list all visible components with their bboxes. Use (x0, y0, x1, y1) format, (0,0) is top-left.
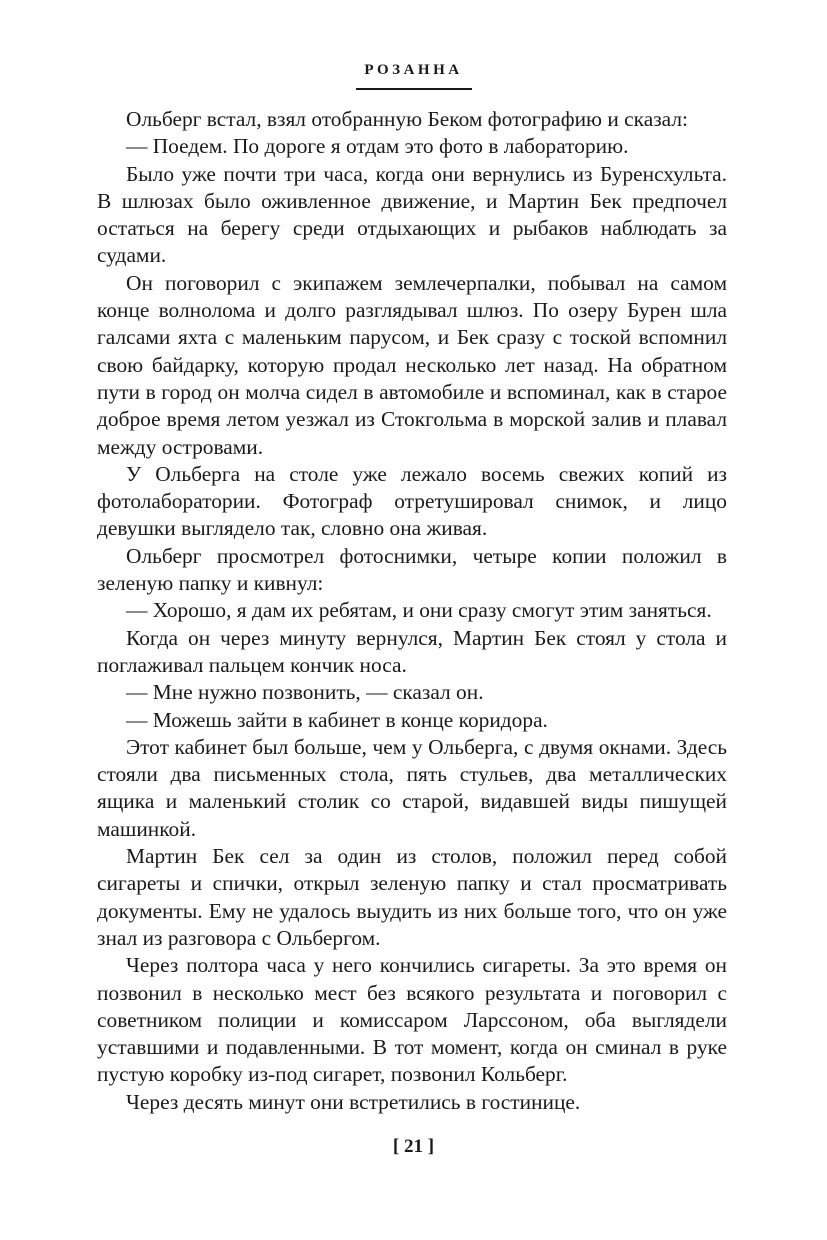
paragraph: Когда он через минуту вернулся, Мартин Бек стоял у стола и поглаживал пальцем кончик носа. (97, 625, 727, 677)
body-text (97, 106, 727, 1116)
paragraph: — Можешь зайти в кабинет в конце коридора. (126, 707, 548, 732)
paragraph: Мартин Бек сел за один из столов, положил перед собой сигареты и спички, открыл зеленую папку и стал просматривать документы. Ему не удалось выудить из них больше того, что он уже знал из разговора с Ольбергом. (97, 844, 727, 950)
paragraph: — Поедем. По дороге я отдам это фото в лабораторию. (126, 134, 629, 159)
page-number: [ 21 ] (392, 1136, 435, 1157)
paragraph: Было уже почти три часа, когда они вернулись из Буренсхульта. В шлюзах было оживленное движение, и Мартин Бек предпочел остаться на берегу среди отдыхающих и рыбаков наблюдать за судами. (97, 161, 727, 268)
paragraph: — Хорошо, я дам их ребятам, и они сразу смогут этим заняться. (126, 598, 712, 623)
paragraph: Ольберг встал, взял отобранную Беком фотографию и сказал: (126, 107, 688, 131)
paragraph: Этот кабинет был больше, чем у Ольберга, с двумя окнами. Здесь стояли два письменных стола, пять стульев, два металлических ящика и маленький столик со старой, видавшей виды пишущей машинкой. (97, 734, 727, 841)
running-header: РОЗАННА (364, 62, 463, 78)
paragraph: Ольберг просмотрел фотоснимки, четыре копии положил в зеленую папку и кивнул: (97, 543, 727, 596)
paragraph: Он поговорил с экипажем землечерпалки, побывал на самом конце волнолома и долго разглядывал шлюз. По озеру Бурен шла галсами яхта с маленьким парусом, и Бек сразу с тоской вспомнил свою байдарку, которую продал несколько лет назад. На обратном пути в город он молча сидел в автомобиле и вспоминал, как в старое доброе время летом уезжал из Стокгольма в морской залив и плавал между островами. (97, 270, 727, 459)
header-divider (356, 88, 472, 90)
paragraph: — Мне нужно позвонить, — сказал он. (126, 680, 484, 705)
paragraph: Через десять минут они встретились в гостинице. (126, 1089, 581, 1114)
paragraph: У Ольберга на столе уже лежало восемь свежих копий из фотолаборатории. Фотограф отретушировал снимок, и лицо девушки выглядело так, словно она живая. (97, 461, 727, 541)
paragraph: Через полтора часа у него кончились сигареты. За это время он позвонил в несколько мест без всякого результата и поговорил с советником полиции и комиссаром Ларссоном, оба выглядели уставшими и подавленными. В тот момент, когда он сминал в руке пустую коробку из-под сигарет, позвонил Кольберг. (97, 953, 727, 1087)
